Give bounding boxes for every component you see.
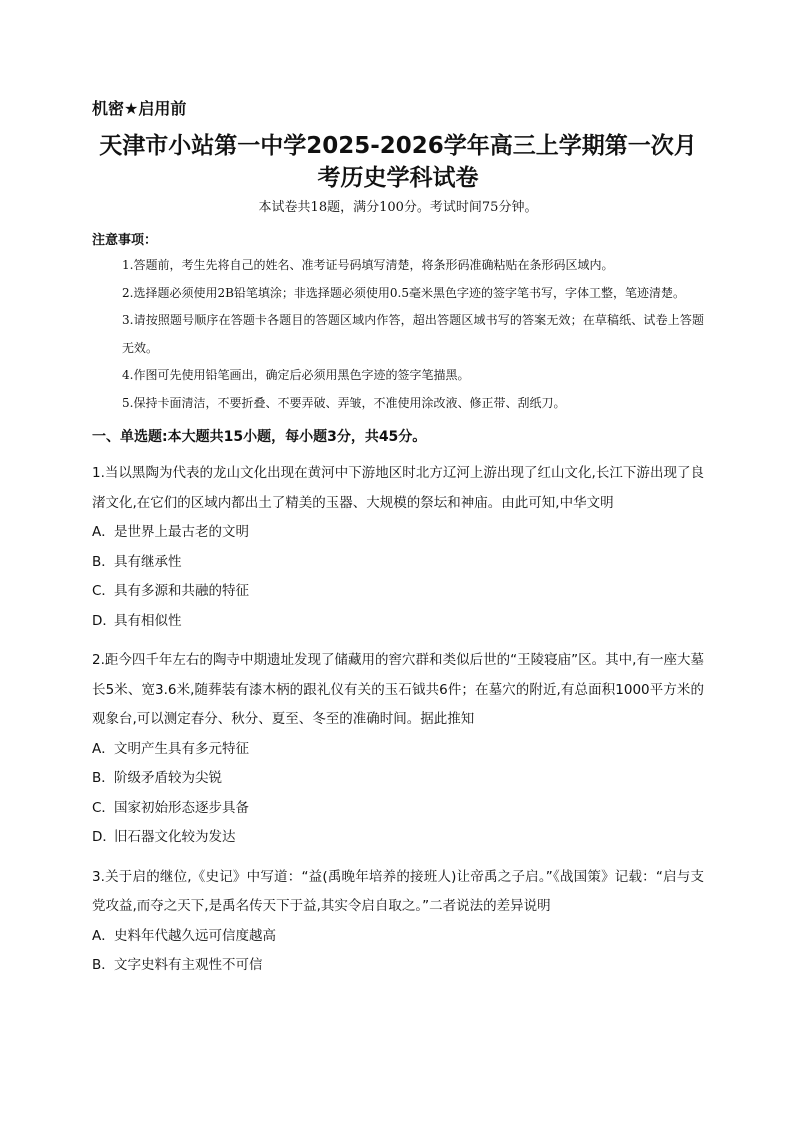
- note-item: 3.请按照题号顺序在答题卡各题目的答题区域内作答，超出答题区域书写的答案无效；在草稿纸、试卷上答题无效。: [122, 313, 704, 355]
- question-stem: 2.距今四千年左右的陶寺中期遗址发现了储藏用的窖穴群和类似后世的“王陵寝庙”区。其中,有一座大墓长5米、宽3.6米,随葬装有漆木柄的跟礼仪有关的玉石钺共6件；在墓穴的附近,有总面积1000平方米的观象台,可以测定春分、秋分、夏至、冬至的准确时间。据此推知: [92, 652, 704, 727]
- option-letter: C．: [92, 799, 115, 816]
- note-item: 5.保持卡面清洁，不要折叠、不要弄破、弄皱，不准使用涂改液、修正带、刮纸刀。: [122, 395, 566, 410]
- exam-info: 本试卷共18题，满分100分。考试时间75分钟。: [258, 200, 538, 215]
- question-3: [92, 863, 704, 981]
- option-text: 具有相似性: [114, 612, 182, 629]
- exam-page: [92, 96, 704, 981]
- title-line-1: 天津市小站第一中学2025-2026学年高三上学期第一次月: [99, 133, 697, 159]
- option-c: [92, 577, 704, 607]
- option-text: 是世界上最古老的文明: [114, 524, 249, 540]
- section-heading: 一、单选题:本大题共15小题，每小题3分，共45分。: [92, 429, 427, 445]
- option-letter: A．: [92, 740, 115, 757]
- option-letter: D．: [92, 612, 116, 629]
- option-text: 具有多源和共融的特征: [114, 583, 249, 599]
- option-letter: B．: [92, 957, 115, 973]
- title-line-2: 考历史学科试卷: [317, 165, 479, 191]
- notes-heading: 注意事项：: [92, 233, 158, 248]
- option-letter: B．: [92, 553, 115, 570]
- option-text: 阶级矛盾较为尖锐: [114, 770, 222, 786]
- option-text: 旧石器文化较为发达: [114, 829, 236, 845]
- note-item: 2.选择题必须使用2B铅笔填涂；非选择题必须使用0.5毫米黑色字迹的签字笔书写，字体工整，笔迹清楚。: [122, 285, 685, 300]
- option-a: [92, 922, 704, 952]
- option-letter: B．: [92, 770, 115, 786]
- question-stem: 3.关于启的继位,《史记》中写道：“益(禹晚年培养的接班人)让帝禹之子启。”《战国策》记载：“启与支党攻益,而夺之天下,是禹名传天下于益,其实令启自取之。”二者说法的差异说明: [92, 868, 704, 914]
- question-stem: 1.当以黑陶为代表的龙山文化出现在黄河中下游地区时北方辽河上游出现了红山文化,长江下游出现了良渚文化,在它们的区域内都出土了精美的玉器、大规模的祭坛和神庙。由此可知,中华文明: [92, 465, 704, 511]
- option-text: 史料年代越久远可信度越高: [114, 927, 276, 944]
- option-b: [92, 764, 704, 794]
- question-2: [92, 646, 704, 853]
- option-letter: A．: [92, 524, 115, 540]
- option-b: [92, 548, 704, 578]
- option-b: [92, 951, 704, 981]
- page-title: [92, 130, 704, 194]
- option-text: 具有继承性: [114, 553, 182, 570]
- option-d: [92, 607, 704, 637]
- notes-list: [92, 252, 704, 417]
- option-c: [92, 794, 704, 824]
- option-text: 国家初始形态逐步具备: [114, 799, 249, 816]
- option-text: 文明产生具有多元特征: [114, 740, 249, 757]
- option-letter: C．: [92, 583, 115, 599]
- option-d: [92, 823, 704, 853]
- option-a: [92, 735, 704, 765]
- note-item: 1.答题前，考生先将自己的姓名、准考证号码填写清楚，将条形码准确粘贴在条形码区域内。: [122, 258, 614, 272]
- confidential-label: 机密★启用前: [92, 99, 187, 118]
- option-a: [92, 518, 704, 548]
- option-letter: D．: [92, 829, 116, 845]
- question-1: [92, 459, 704, 636]
- note-item: 4.作图可先使用铅笔画出，确定后必须用黑色字迹的签字笔描黑。: [122, 368, 470, 382]
- option-letter: A．: [92, 927, 115, 944]
- option-text: 文字史料有主观性不可信: [114, 957, 263, 973]
